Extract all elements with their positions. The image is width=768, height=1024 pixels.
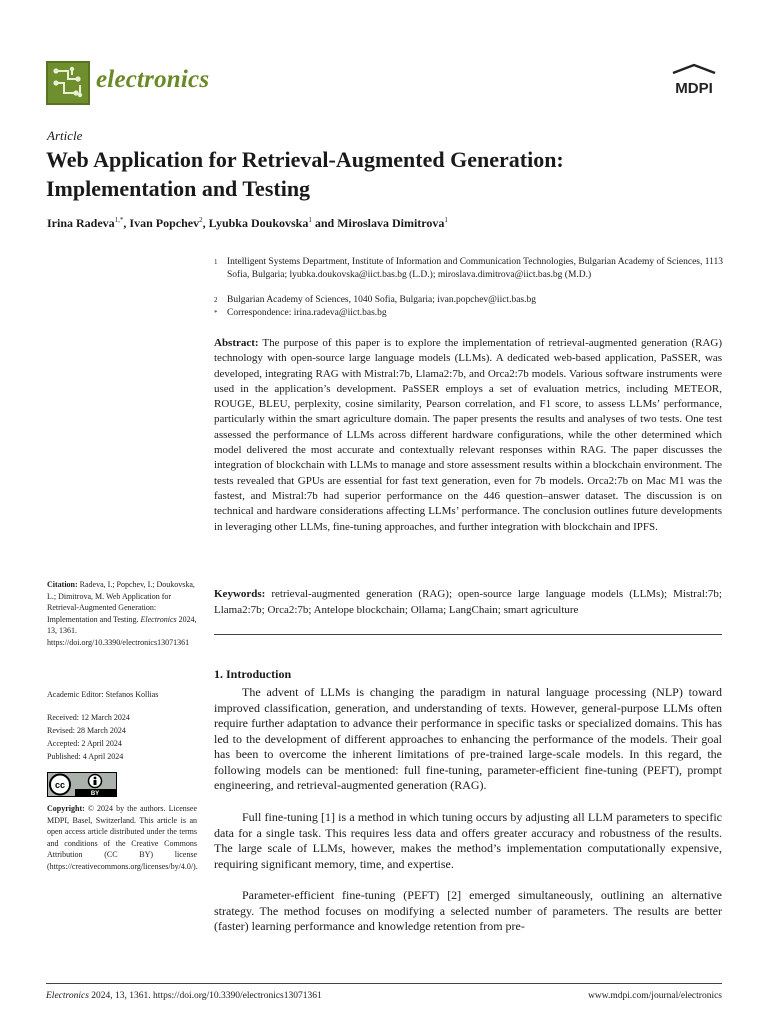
publisher-name: MDPI bbox=[675, 80, 713, 97]
affiliation-item bbox=[214, 294, 724, 307]
affiliation-text: Bulgarian Academy of Sciences, 1040 Sofia, Bulgaria; ivan.popchev@iict.bas.bg bbox=[227, 295, 536, 305]
affiliation-mark: * bbox=[214, 309, 218, 317]
received-date: Received: 12 March 2024 bbox=[47, 713, 130, 722]
article-type: Article bbox=[47, 128, 83, 143]
citation-block bbox=[47, 579, 197, 648]
author-name[interactable]: Ivan Popchev bbox=[129, 216, 200, 230]
mdpi-logo bbox=[667, 63, 721, 99]
author-affil-mark: 1 bbox=[308, 216, 312, 224]
footer-journal: Electronics bbox=[46, 991, 89, 1001]
abstract-label: Abstract: bbox=[214, 337, 259, 349]
revised-date: Revised: 28 March 2024 bbox=[47, 726, 126, 735]
affiliation-text: Intelligent Systems Department, Institute of Information and Communication Technologies, Bulgarian Academy of Sciences, 1113 Sofia, Bulgaria; lyubka.doukovska@iict.bas.bg (L.D.); miroslava.dimitrova@iict.bas.bg (M.D.) bbox=[227, 257, 724, 280]
affiliation-mark: 2 bbox=[214, 296, 218, 304]
footer-doi[interactable]: 2024, 13, 1361. https://doi.org/10.3390/electronics13071361 bbox=[91, 991, 322, 1001]
author-affil-mark: 2 bbox=[199, 216, 203, 224]
keywords-text: retrieval-augmented generation (RAG); open-source large language models (LLMs); Mistral:7b; Llama2:7b; Orca2:7b; Antelope blockchain; Ollama; LangChain; smart agriculture bbox=[214, 588, 722, 616]
svg-text:cc: cc bbox=[54, 780, 66, 790]
journal-name: electronics bbox=[96, 66, 210, 93]
published-date: Published: 4 April 2024 bbox=[47, 752, 124, 761]
footer-citation bbox=[46, 991, 322, 1001]
citation-journal: Electronics bbox=[140, 614, 177, 624]
keywords bbox=[214, 587, 722, 618]
copyright-notice bbox=[47, 803, 197, 872]
title-line-1: Web Application for Retrieval-Augmented Generation: bbox=[46, 147, 564, 172]
cc-by-label: BY bbox=[90, 791, 100, 797]
affiliation-mark: 1 bbox=[214, 258, 218, 266]
section-heading: 1. Introduction bbox=[214, 667, 292, 681]
author-name[interactable]: Lyubka Doukovska bbox=[208, 216, 309, 230]
author-list: Irina Radeva$^{1,*}$, Ivan Popchev$^2$, Lyubka Doukovska$^1$ and Miroslava Dimitrova$^1$ bbox=[47, 216, 448, 230]
author-affil-mark: 1,* bbox=[114, 216, 124, 224]
citation-doi[interactable]: 2024, 13, 1361. https://doi.org/10.3390/electronics13071361 bbox=[47, 614, 197, 647]
copyright-label: Copyright: bbox=[47, 804, 85, 813]
paragraph: Parameter-efficient fine-tuning (PEFT) [2] emerged simultaneously, outlining an alternative strategy. The method focuses on modifying a selected number of parameters. The results are better (faster) learning performance and knowledge retention from pre- bbox=[214, 888, 722, 933]
author-name[interactable]: Miroslava Dimitrova bbox=[337, 216, 445, 230]
journal-logo bbox=[46, 61, 90, 105]
footer-journal-url[interactable]: www.mdpi.com/journal/electronics bbox=[588, 991, 722, 1001]
keywords-label: Keywords: bbox=[214, 588, 266, 600]
author-name[interactable]: Irina Radeva bbox=[47, 216, 115, 230]
affiliation-item bbox=[214, 307, 724, 320]
academic-editor: Academic Editor: Stefanos Kollias bbox=[47, 690, 159, 699]
paragraph: Full fine-tuning [1] is a method in which tuning occurs by adjusting all LLM parameters to specific data for a single task. This requires less data and offers greater accuracy and robustness of the results. The large scale of LLMs, however, makes the method’s implementation computationally expensive, requiring significant memory, time, and expertise. bbox=[214, 810, 722, 871]
citation-text: Radeva, I.; Popchev, I.; Doukovska, L.; Dimitrova, M. Web Application for Retrieval-Augmented Generation: Implementation and Testing. bbox=[47, 580, 195, 624]
affiliation-text: Correspondence: irina.radeva@iict.bas.bg bbox=[227, 308, 387, 318]
divider bbox=[214, 634, 722, 635]
affiliation-item bbox=[214, 256, 724, 282]
abstract-text: The purpose of this paper is to explore the implementation of retrieval-augmented generation (RAG) technology with open-source large language models (LLMs). A dedicated web-based application, PaSSER, was developed, integrating RAG with Mistral:7b, Llama2:7b, and Orca2:7b models. Various software instruments were used in the application’s development. PaSSER employs a set of evaluation metrics, including METEOR, ROUGE, BLEU, perplexity, cosine similarity, Pearson correlation, and F1 score, to assess LLMs’ performance, particularly within the smart agriculture domain. The paper presents the results and analyses of two tests. One test assessed the performance of LLMs across different hardware configurations, while the other determined which model delivered the most accurate and contextually relevant responses within RAG. The paper discusses the integration of blockchain with LLMs to manage and store assessment results within a blockchain environment. The tests revealed that GPUs are essential for fast text generation, even for 7b models. Orca2:7b on Mac M1 was the fastest, and Mistral:7b had superior performance on the 446 question–answer dataset. The discussion is on technical and hardware considerations affecting LLMs’ performance. The conclusion outlines future developments in leveraging other LLMs, fine-tuning approaches, and further integration with blockchain and IPFS. bbox=[214, 337, 722, 533]
abstract bbox=[214, 336, 722, 535]
copyright-text: © 2024 by the authors. Licensee MDPI, Basel, Switzerland. This article is an open access article distributed under the terms and conditions of the Creative Commons Attribution (CC BY) license (https://creativecommons.org/licenses/by/4.0/). bbox=[47, 804, 198, 871]
circuit-logo-icon bbox=[48, 63, 88, 103]
footer-divider bbox=[46, 983, 722, 984]
citation-label: Citation: bbox=[47, 580, 78, 589]
cc-by-license-badge[interactable] bbox=[47, 772, 117, 797]
paper-title bbox=[46, 145, 726, 203]
accepted-date: Accepted: 2 April 2024 bbox=[47, 739, 122, 748]
author-affil-mark: 1 bbox=[444, 216, 448, 224]
title-line-2: Implementation and Testing bbox=[46, 176, 311, 201]
paragraph: The advent of LLMs is changing the paradigm in natural language processing (NLP) toward improved classification, generation, and understanding of texts. However, general-purpose LLMs often require further adaptation to advance their performance in specific tasks or specialized domains. This has led to the development of different approaches to enhancing the performance of the models. Their goal has been to overcome the inherent limitations of pre-trained large-scale models. In this regard, the following models can be mentioned: full fine-tuning, parameter-efficient fine-tuning (PEFT), prompt engineering, and retrieval-augmented generation (RAG). bbox=[214, 685, 722, 792]
